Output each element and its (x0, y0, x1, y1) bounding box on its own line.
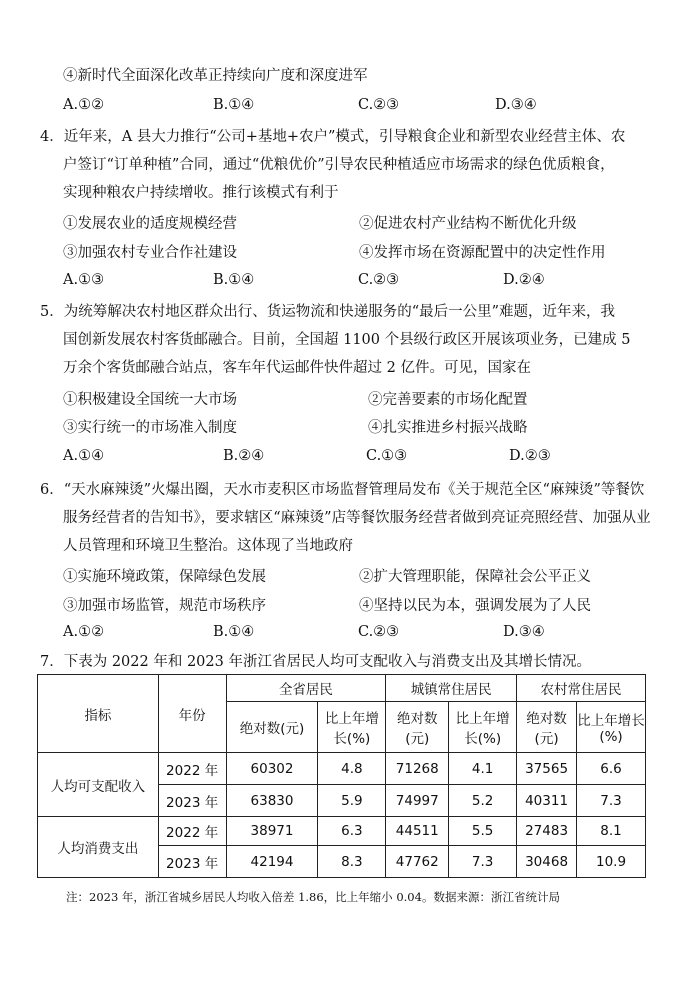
q6-statement-3: ③加强市场监管，规范市场秩序 (63, 598, 266, 614)
income-expenditure-table (37, 674, 646, 878)
data-cell: 63830 (226, 785, 318, 817)
subheader-urban-growth: 比上年增长(%) (449, 702, 517, 753)
q4-choice-d[interactable]: D.②④ (503, 272, 545, 288)
data-cell: 5.2 (449, 785, 517, 817)
q5-choice-b[interactable]: B.②④ (223, 448, 265, 464)
q6-statement-2: ②扩大管理职能，保障社会公平正义 (359, 569, 591, 585)
q3-choice-c[interactable]: C.②③ (358, 97, 400, 113)
data-cell: 6.3 (318, 817, 386, 846)
header-group-province: 全省居民 (226, 675, 386, 702)
data-cell: 30468 (517, 846, 577, 878)
data-cell: 27483 (517, 817, 577, 846)
q6-statements-row-1 (63, 565, 643, 585)
q3-option-4: ④新时代全面深化改革正持续向广度和深度进军 (63, 68, 368, 84)
data-cell: 40311 (517, 785, 577, 817)
q5-stem-line-1: 5．为统筹解决农村地区群众出行、货运物流和快递服务的“最后一公里”难题，近年来，我 (40, 304, 616, 320)
q5-choice-c[interactable]: C.①③ (366, 448, 408, 464)
header-indicator: 指标 (38, 675, 159, 753)
q4-statements-row-2 (63, 241, 643, 261)
q4-stem-line-1: 4．近年来，A 县大力推行“公司+基地+农户”模式，引导粮食企业和新型农业经营主体、农 (40, 129, 626, 145)
table-footnote: 注：2023 年，浙江省城乡居民人均收入倍差 1.86，比上年缩小 0.04。数据来源：浙江省统计局 (66, 890, 560, 904)
subheader-urban-absolute: 绝对数(元) (386, 702, 449, 753)
subheader-rural-absolute: 绝对数(元) (517, 702, 577, 753)
q4-stem-line-3: 实现种粮农户持续增收。推行该模式有利于 (63, 185, 339, 201)
data-cell: 8.1 (577, 817, 646, 846)
data-cell: 4.1 (449, 753, 517, 785)
year-cell: 2022 年 (158, 817, 226, 846)
q4-stem-line-2: 户签订“订单种植”合同，通过“优粮优价”引导农民种植适应市场需求的绿色优质粮食， (63, 157, 615, 173)
year-cell: 2023 年 (158, 785, 226, 817)
data-cell: 38971 (226, 817, 318, 846)
q5-statement-4: ④扎实推进乡村振兴战略 (368, 420, 528, 436)
header-group-urban: 城镇常住居民 (386, 675, 517, 702)
q5-statement-1: ①积极建设全国统一大市场 (63, 392, 237, 408)
data-cell: 4.8 (318, 753, 386, 785)
data-cell: 37565 (517, 753, 577, 785)
data-cell: 5.5 (449, 817, 517, 846)
q5-statements-row-2 (63, 416, 643, 436)
q4-statements-row-1 (63, 212, 643, 232)
subheader-province-growth: 比上年增长(%) (318, 702, 386, 753)
q3-choices (63, 97, 623, 117)
q6-stem-line-1: 6．“天水麻辣烫”火爆出圈，天水市麦积区市场监督管理局发布《关于规范全区“麻辣烫”等餐饮 (40, 482, 645, 498)
q4-choice-c[interactable]: C.②③ (358, 272, 400, 288)
q5-statement-3: ③实行统一的市场准入制度 (63, 420, 237, 436)
q6-choice-c[interactable]: C.②③ (358, 624, 400, 640)
q4-choice-a[interactable]: A.①③ (63, 272, 105, 288)
q6-choice-b[interactable]: B.①④ (213, 624, 255, 640)
data-cell: 44511 (386, 817, 449, 846)
q4-choices (63, 272, 623, 292)
data-cell: 42194 (226, 846, 318, 878)
data-cell: 10.9 (577, 846, 646, 878)
q5-stem-line-3: 万余个客货邮融合站点，客车年代运邮件快件超过 2 亿件。可见，国家在 (63, 360, 531, 376)
q6-choice-a[interactable]: A.①② (63, 624, 105, 640)
data-cell: 7.3 (449, 846, 517, 878)
data-cell: 6.6 (577, 753, 646, 785)
q6-stem-line-2: 服务经营者的告知书》，要求辖区“麻辣烫”店等餐饮服务经营者做到亮证亮照经营、加强从业 (63, 510, 651, 526)
data-cell: 5.9 (318, 785, 386, 817)
data-cell: 60302 (226, 753, 318, 785)
q5-choices (63, 448, 623, 468)
data-cell: 8.3 (318, 846, 386, 878)
data-cell: 71268 (386, 753, 449, 785)
q6-statement-4: ④坚持以民为本，强调发展为了人民 (359, 598, 591, 614)
data-cell: 47762 (386, 846, 449, 878)
indicator-consumption-expenditure: 人均消费支出 (38, 817, 159, 878)
year-cell: 2023 年 (158, 846, 226, 878)
q6-statements-row-2 (63, 594, 643, 614)
q5-choice-a[interactable]: A.①④ (63, 448, 105, 464)
q5-stem-line-2: 国创新发展农村客货邮融合。目前，全国超 1100 个县级行政区开展该项业务，已建成 5 (63, 332, 631, 348)
q3-choice-a[interactable]: A.①② (63, 97, 105, 113)
subheader-rural-growth: 比上年增长(%) (577, 702, 646, 753)
q3-choice-b[interactable]: B.①④ (213, 97, 255, 113)
data-cell: 74997 (386, 785, 449, 817)
table-row (38, 817, 646, 846)
header-year: 年份 (158, 675, 226, 753)
header-group-rural: 农村常住居民 (517, 675, 646, 702)
q5-statement-2: ②完善要素的市场化配置 (368, 392, 528, 408)
year-cell: 2022 年 (158, 753, 226, 785)
q4-statement-2: ②促进农村产业结构不断优化升级 (359, 216, 577, 232)
q3-choice-d[interactable]: D.③④ (495, 97, 537, 113)
q4-statement-3: ③加强农村专业合作社建设 (63, 245, 237, 261)
q5-statements-row-1 (63, 388, 643, 408)
q6-choice-d[interactable]: D.③④ (503, 624, 545, 640)
q6-statement-1: ①实施环境政策，保障绿色发展 (63, 569, 266, 585)
indicator-disposable-income: 人均可支配收入 (38, 753, 159, 817)
data-cell: 7.3 (577, 785, 646, 817)
q5-choice-d[interactable]: D.②③ (509, 448, 551, 464)
table-row (38, 753, 646, 785)
q4-statement-1: ①发展农业的适度规模经营 (63, 216, 237, 232)
subheader-province-absolute: 绝对数(元) (226, 702, 318, 753)
q6-stem-line-3: 人员管理和环境卫生整治。这体现了当地政府 (63, 538, 353, 554)
q7-intro: 7．下表为 2022 年和 2023 年浙江省居民人均可支配收入与消费支出及其增长情况。 (40, 654, 591, 670)
q6-choices (63, 624, 623, 644)
q4-choice-b[interactable]: B.①④ (213, 272, 255, 288)
q4-statement-4: ④发挥市场在资源配置中的决定性作用 (359, 245, 606, 261)
